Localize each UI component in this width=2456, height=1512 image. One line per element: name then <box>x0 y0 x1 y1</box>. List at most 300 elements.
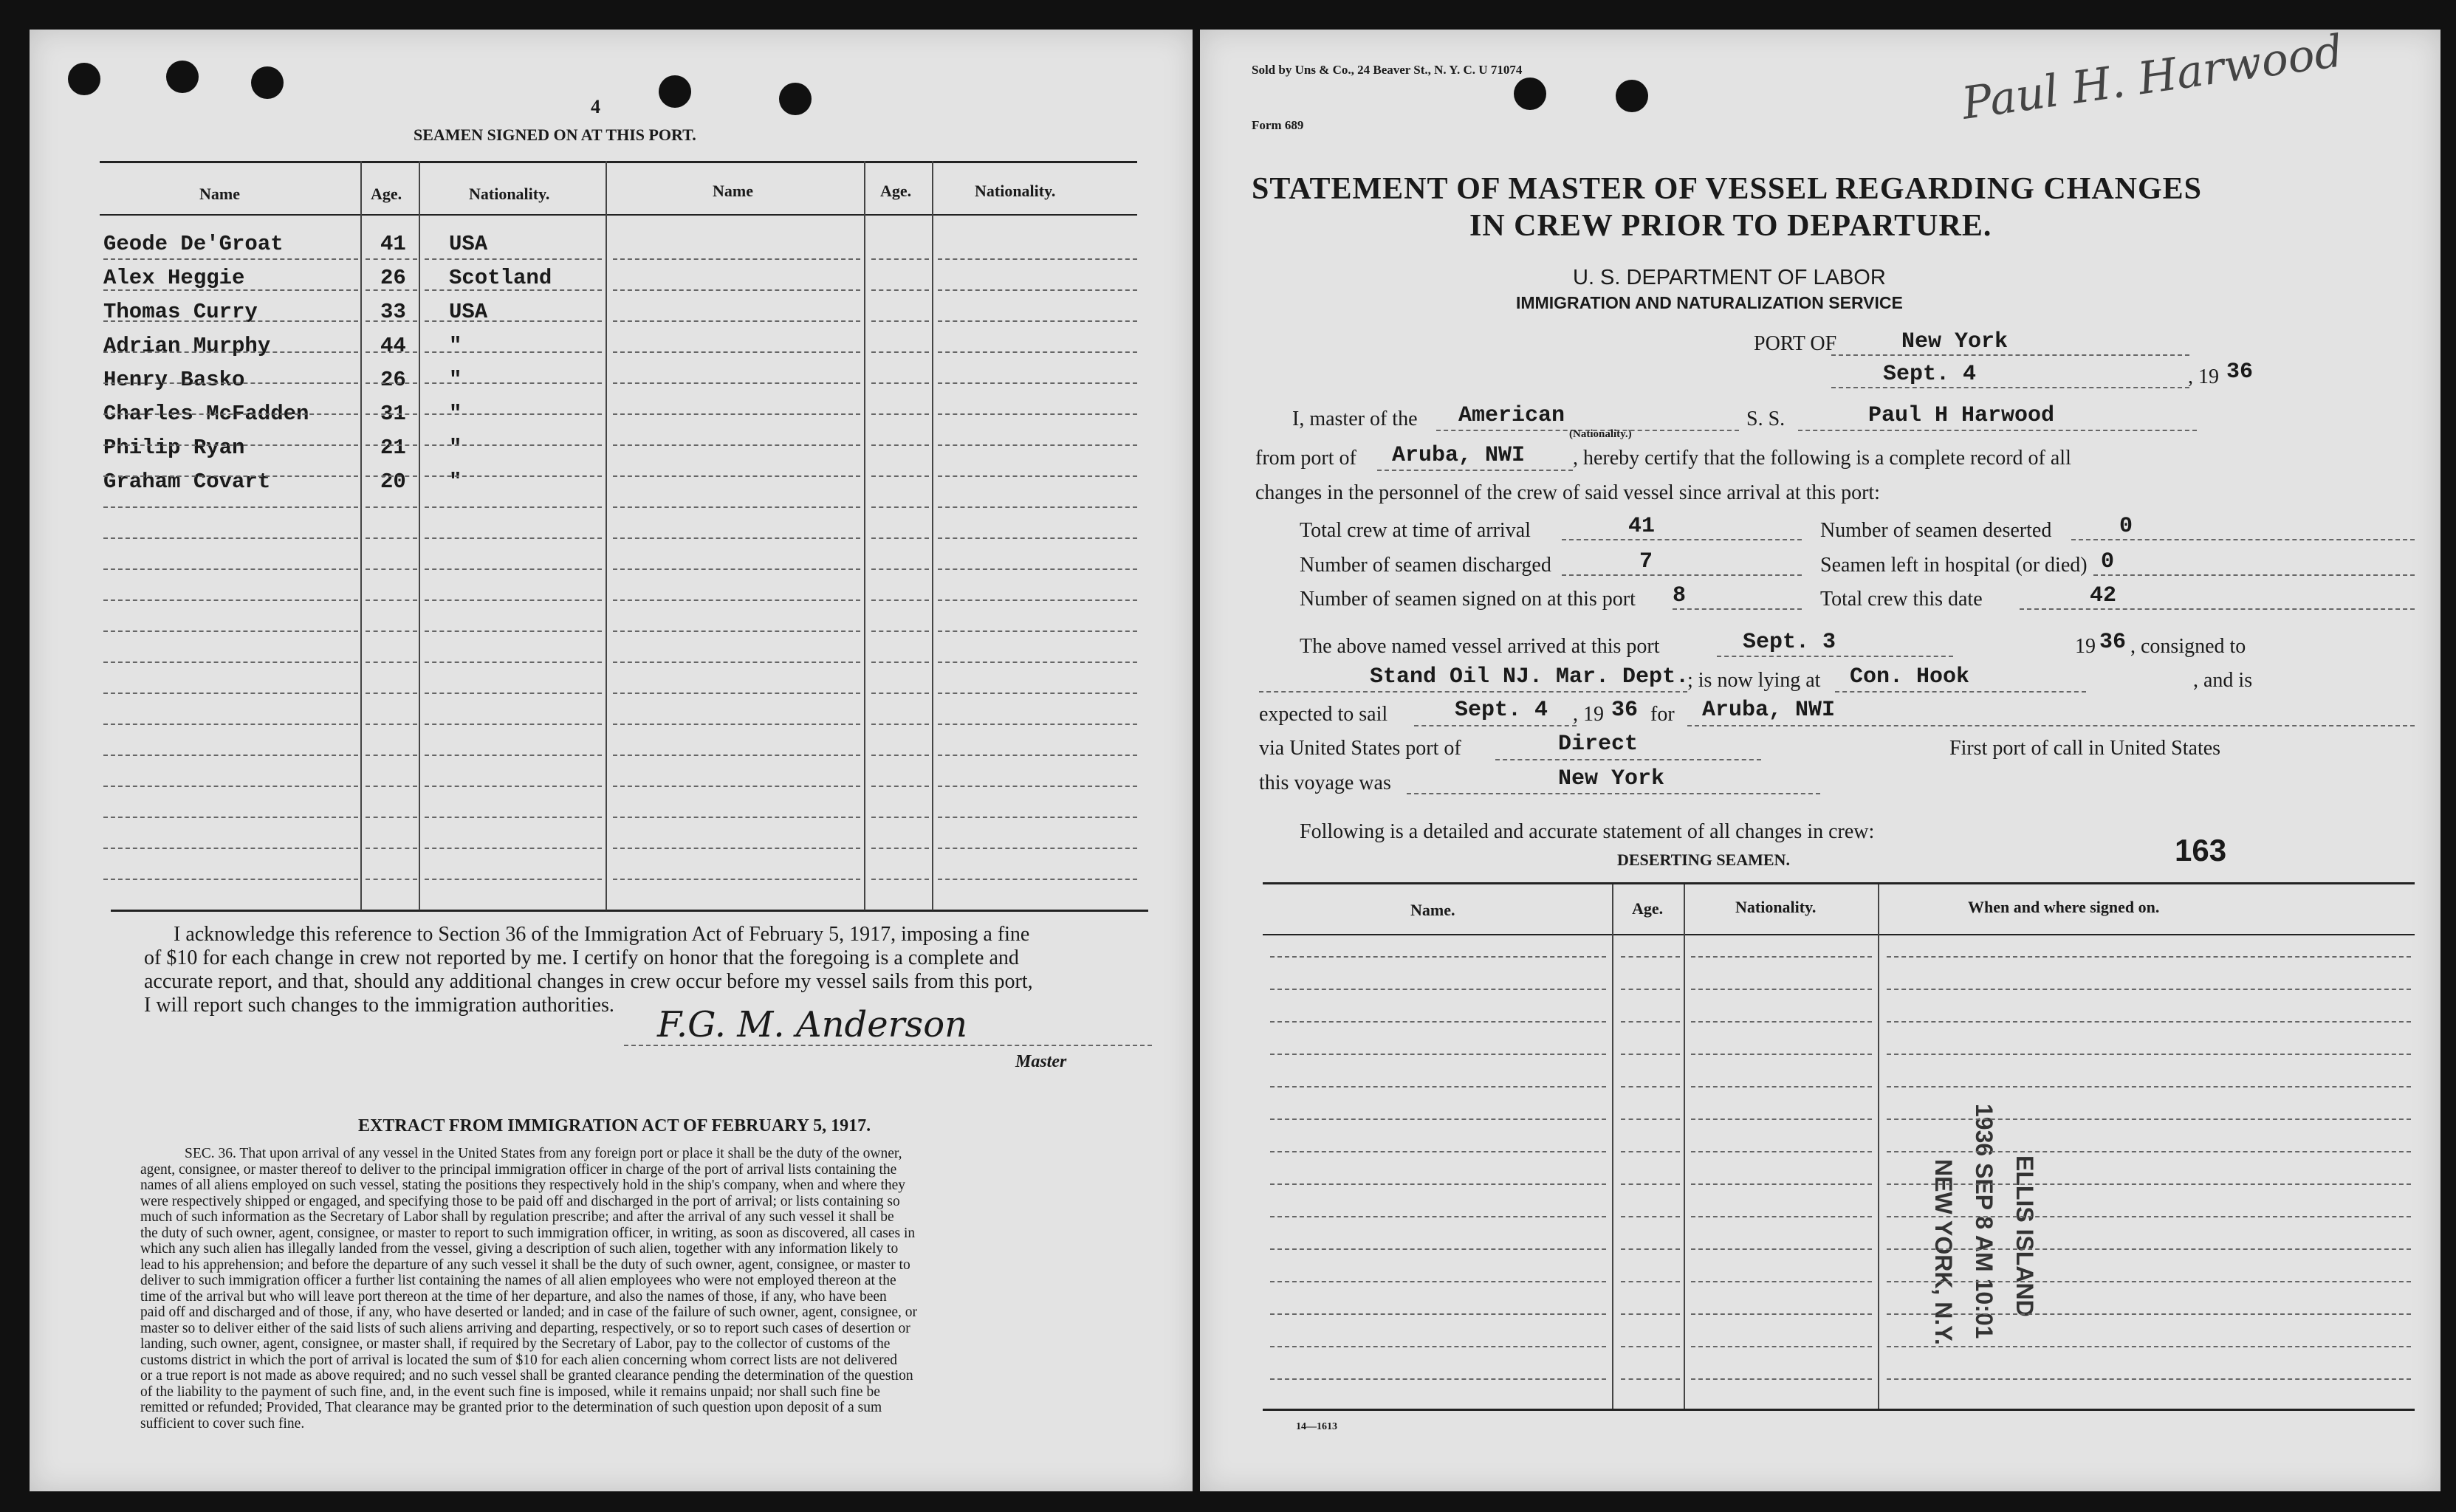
desert-row-line <box>1887 1313 2411 1315</box>
extract-line: paid off and discharged and of those, if any, who have deserted or landed; and in case of the failure of such owner, agent, consignee, or <box>140 1305 918 1320</box>
document-number: 163 <box>2175 833 2227 867</box>
seaman-name: Geode De'Groat <box>103 232 284 256</box>
row-line <box>366 382 417 384</box>
column-divider <box>1878 884 1879 1409</box>
extract-line: much of such information as the Secretary of Labor shall by regulation prescribe; and after the arrival of any such vessel it shall be <box>140 1209 894 1225</box>
column-divider <box>419 161 420 910</box>
total-crew-arrival-label: Total crew at time of arrival <box>1300 519 1531 542</box>
row-line <box>938 755 1137 756</box>
seaman-nat: " <box>449 436 462 460</box>
row-line <box>938 444 1137 446</box>
row-line <box>613 630 860 632</box>
seaman-name: Graham Covart <box>103 470 271 494</box>
extract-title: EXTRACT FROM IMMIGRATION ACT OF FEBRUARY 5, 1917. <box>358 1116 871 1135</box>
row-line <box>366 351 417 353</box>
row-line <box>366 848 417 849</box>
signed-on-label: Number of seamen signed on at this port <box>1300 588 1636 611</box>
desert-row-line <box>1887 1086 2411 1087</box>
seller-imprint: Sold by Uns & Co., 24 Beaver St., N. Y. C. U 71074 <box>1252 63 1523 77</box>
total-crew-arrival-value: 41 <box>1628 514 1656 539</box>
arrived-line <box>1717 656 1953 657</box>
date-line <box>1831 387 2189 388</box>
desert-col-age: Age. <box>1632 899 1664 918</box>
col-header-age-2: Age. <box>880 182 912 200</box>
row-line <box>103 258 358 260</box>
row-line <box>103 724 358 725</box>
master-signature: F.G. M. Anderson <box>657 1004 967 1045</box>
stamp-ellis-island: ELLIS ISLAND <box>2011 1155 2038 1317</box>
desert-row-line <box>1621 1216 1680 1217</box>
ack-line: of $10 for each change in crew not reported by me. I certify on honor that the foregoing is a complete and <box>144 946 1019 969</box>
desert-row-line <box>1691 1118 1872 1120</box>
desert-row-line <box>1270 956 1606 958</box>
row-line <box>366 537 417 539</box>
desert-row-line <box>1621 1086 1680 1087</box>
row-line <box>938 475 1137 477</box>
row-line <box>871 662 929 663</box>
nationality-caption: (Nationality.) <box>1569 428 1632 440</box>
desert-row-line <box>1887 1346 2411 1347</box>
extract-line: of the liability to the payment of such fine, and, in the event such fine is imposed, while it remains unpaid; nor shall such fine be <box>140 1384 880 1400</box>
desert-row-line <box>1270 1346 1606 1347</box>
via-line <box>1495 759 1761 760</box>
count-line <box>2093 574 2415 576</box>
row-line <box>103 599 358 601</box>
row-line <box>425 630 602 632</box>
stamp-date: 1936 SEP 8 AM 10:01 <box>1971 1104 1997 1339</box>
count-line <box>1673 608 1802 610</box>
desert-col-name: Name. <box>1410 901 1455 919</box>
arrived-label: The above named vessel arrived at this port <box>1300 635 1660 658</box>
total-now-value: 42 <box>2090 583 2117 608</box>
seaman-age: 26 <box>380 266 406 290</box>
desert-row-line <box>1270 1281 1606 1282</box>
row-line <box>938 879 1137 880</box>
row-line <box>425 444 602 446</box>
acknowledgement <box>144 923 1178 1017</box>
extract-line: or a true report is not made as above required; and no such vessel shall be granted clearance pending the determination of the question <box>140 1368 913 1384</box>
signature-line <box>624 1045 1152 1046</box>
ack-line: I will report such changes to the immigration authorities. <box>144 994 614 1017</box>
count-line <box>2071 539 2415 540</box>
row-line <box>613 289 860 291</box>
ack-line: I acknowledge this reference to Section 36 of the Immigration Act of February 5, 1917, imposing a fine <box>174 923 1030 946</box>
row-line <box>938 351 1137 353</box>
seaman-nat: " <box>449 334 462 358</box>
row-line <box>613 755 860 756</box>
row-line <box>938 506 1137 508</box>
row-line <box>366 475 417 477</box>
row-line <box>366 320 417 322</box>
desert-col-nationality: Nationality. <box>1735 898 1817 916</box>
desert-row-line <box>1887 989 2411 990</box>
desert-row-line <box>1887 1118 2411 1120</box>
seaman-nat: " <box>449 402 462 426</box>
count-line <box>1562 574 1802 576</box>
row-line <box>103 630 358 632</box>
seaman-age: 21 <box>380 436 406 460</box>
punch-hole <box>1514 78 1546 110</box>
desert-table-top <box>1263 882 2415 884</box>
row-line <box>871 879 929 880</box>
row-line <box>613 537 860 539</box>
row-line <box>613 444 860 446</box>
row-line <box>425 475 602 477</box>
seaman-age: 31 <box>380 402 406 426</box>
desert-row-line <box>1887 1183 2411 1185</box>
row-line <box>425 537 602 539</box>
row-line <box>871 258 929 260</box>
year-prefix: , 19 <box>2188 365 2219 388</box>
extract-line: customs district in which the port of arrival is located the sum of $10 for each alien concerning whom correct lists are not delivered <box>140 1352 898 1368</box>
punch-hole <box>779 83 812 115</box>
row-line <box>938 289 1137 291</box>
row-line <box>425 879 602 880</box>
row-line <box>871 599 929 601</box>
row-line <box>366 879 417 880</box>
row-line <box>871 630 929 632</box>
expected-label: expected to sail <box>1259 703 1388 726</box>
service: IMMIGRATION AND NATURALIZATION SERVICE <box>1516 293 1903 312</box>
row-line <box>103 755 358 756</box>
row-line <box>871 568 929 570</box>
punch-hole <box>251 66 284 99</box>
seaman-name: Thomas Curry <box>103 300 258 324</box>
from-port-value: Aruba, NWI <box>1392 443 1526 468</box>
row-line <box>425 289 602 291</box>
ss-label: S. S. <box>1746 408 1786 430</box>
footer-code: 14—1613 <box>1296 1421 1337 1432</box>
row-line <box>938 817 1137 818</box>
row-line <box>871 475 929 477</box>
voyage-line <box>1407 793 1820 794</box>
row-line <box>103 662 358 663</box>
desert-row-line <box>1270 1151 1606 1152</box>
for-label: for <box>1650 703 1675 726</box>
row-line <box>871 289 929 291</box>
from-port-label: from port of <box>1255 447 1356 470</box>
row-line <box>613 475 860 477</box>
desert-row-line <box>1621 1313 1680 1315</box>
extract-line: landing, such owner, agent, consignee, or master shall, if required by the Secretary of Labor, pay to the collector of customs of the <box>140 1336 891 1352</box>
row-line <box>425 258 602 260</box>
row-line <box>613 382 860 384</box>
seaman-name: Adrian Murphy <box>103 334 271 358</box>
desert-row-line <box>1621 1248 1680 1250</box>
seaman-name: Charles McFadden <box>103 402 309 426</box>
desert-row-line <box>1621 989 1680 990</box>
row-line <box>425 724 602 725</box>
seaman-age: 44 <box>380 334 406 358</box>
extract-line: remitted or refunded; Provided, That clearance may be granted prior to the determination of such question upon deposit of a sum <box>140 1400 882 1415</box>
col-header-age: Age. <box>371 185 402 203</box>
column-divider <box>932 161 933 910</box>
year-value: 36 <box>2226 360 2254 385</box>
row-line <box>366 630 417 632</box>
row-line <box>613 786 860 787</box>
consigned-label: , consigned to <box>2130 635 2246 658</box>
hospital-label: Seamen left in hospital (or died) <box>1820 554 2088 577</box>
row-line <box>871 724 929 725</box>
row-line <box>613 693 860 694</box>
row-line <box>938 630 1137 632</box>
desert-row-line <box>1887 1248 2411 1250</box>
row-line <box>366 506 417 508</box>
row-line <box>613 879 860 880</box>
seaman-age: 26 <box>380 368 406 392</box>
row-line <box>103 320 358 322</box>
deserting-title: DESERTING SEAMEN. <box>1617 850 1790 869</box>
row-line <box>103 537 358 539</box>
row-line <box>871 506 929 508</box>
row-line <box>425 506 602 508</box>
row-line <box>425 413 602 415</box>
desert-row-line <box>1691 1216 1872 1217</box>
row-line <box>938 693 1137 694</box>
desert-row-line <box>1691 1378 1872 1380</box>
row-line <box>871 537 929 539</box>
desert-row-line <box>1691 1151 1872 1152</box>
row-line <box>871 382 929 384</box>
row-line <box>613 413 860 415</box>
row-line <box>366 599 417 601</box>
row-line <box>366 786 417 787</box>
row-line <box>425 848 602 849</box>
form-number: Form 689 <box>1252 118 1304 132</box>
column-divider <box>864 161 865 910</box>
row-line <box>366 258 417 260</box>
seaman-nat: " <box>449 470 462 494</box>
desert-row-line <box>1270 1054 1606 1055</box>
deserted-label: Number of seamen deserted <box>1820 519 2052 542</box>
port-label: PORT OF <box>1754 332 1837 355</box>
column-divider <box>360 161 362 910</box>
row-line <box>103 568 358 570</box>
seaman-nat: USA <box>449 232 488 256</box>
arrived-year-prefix: 19 <box>2075 635 2096 658</box>
row-line <box>103 879 358 880</box>
row-line <box>103 848 358 849</box>
lying-label: ; is now lying at <box>1687 669 1821 692</box>
extract-line: agent, consignee, or master thereof to deliver to the principal immigration officer in charge of the port of arrival lists containing the <box>140 1161 897 1178</box>
row-line <box>366 817 417 818</box>
arrived-year: 36 <box>2099 630 2127 655</box>
row-line <box>103 289 358 291</box>
row-line <box>871 848 929 849</box>
extract-line: sufficient to cover such fine. <box>140 1415 305 1432</box>
row-line <box>938 599 1137 601</box>
row-line <box>613 662 860 663</box>
extract-line: master so to deliver either of the said lists of such aliens arriving and departing, respectively, or so to report such cases of desertion or <box>140 1320 910 1336</box>
row-line <box>425 568 602 570</box>
desert-row-line <box>1691 1313 1872 1315</box>
desert-row-line <box>1887 1054 2411 1055</box>
handwritten-ship-name: Paul H. Harwood <box>1958 25 2346 130</box>
punch-hole <box>659 75 691 108</box>
stamp-new-york: NEW YORK, N.Y. <box>1930 1159 1957 1345</box>
row-line <box>938 537 1137 539</box>
row-line <box>366 413 417 415</box>
master-label: Master <box>1015 1052 1067 1071</box>
row-line <box>103 413 358 415</box>
destination-value: Aruba, NWI <box>1702 698 1836 723</box>
nationality-value: American <box>1458 403 1565 428</box>
ship-line <box>1798 430 2197 431</box>
row-line <box>103 444 358 446</box>
desert-row-line <box>1621 1378 1680 1380</box>
lying-value: Con. Hook <box>1850 664 1970 690</box>
column-divider <box>1684 884 1685 1409</box>
row-line <box>103 786 358 787</box>
port-line <box>1831 354 2189 356</box>
destination-line <box>1687 725 2415 726</box>
col-header-nationality-2: Nationality. <box>975 182 1056 200</box>
desert-row-line <box>1691 1086 1872 1087</box>
seaman-name: Philip Ryan <box>103 436 245 460</box>
row-line <box>103 817 358 818</box>
total-now-label: Total crew this date <box>1820 588 1983 611</box>
desert-row-line <box>1621 1021 1680 1023</box>
row-line <box>103 475 358 477</box>
left-page <box>30 30 1193 1491</box>
desert-table-header-rule <box>1263 934 2415 935</box>
desert-row-line <box>1621 1346 1680 1347</box>
master-of-label: I, master of the <box>1292 408 1418 430</box>
expected-value: Sept. 4 <box>1455 698 1548 723</box>
row-line <box>938 568 1137 570</box>
desert-row-line <box>1887 956 2411 958</box>
date-value: Sept. 4 <box>1883 362 1977 387</box>
first-port-label: First port of call in United States <box>1949 737 2221 760</box>
seaman-age: 33 <box>380 300 406 324</box>
following-text: Following is a detailed and accurate statement of all changes in crew: <box>1300 820 1875 843</box>
desert-row-line <box>1270 989 1606 990</box>
desert-col-when-where: When and where signed on. <box>1968 898 2160 916</box>
extract-line: time of the arrival but who will leave port thereon at the time of her departure, and also the names of those, if any, who have been <box>140 1288 887 1305</box>
row-line <box>366 724 417 725</box>
seaman-nat: " <box>449 368 462 392</box>
row-line <box>613 568 860 570</box>
desert-row-line <box>1691 1248 1872 1250</box>
row-line <box>938 662 1137 663</box>
extract-line: SEC. 36. That upon arrival of any vessel in the United States from any foreign port or place it shall be the duty of the owner, <box>185 1146 902 1161</box>
row-line <box>871 351 929 353</box>
extract-line: the duty of such owner, agent, consignee, or master to report to such immigration officer, in writing, as soon as discovered, all cases in <box>140 1225 916 1241</box>
table-header-rule <box>100 214 1137 216</box>
desert-row-line <box>1691 1346 1872 1347</box>
desert-row-line <box>1691 1183 1872 1185</box>
page-number: 4 <box>591 96 600 117</box>
row-line <box>103 506 358 508</box>
port-value: New York <box>1901 329 2009 354</box>
row-line <box>613 258 860 260</box>
row-line <box>425 382 602 384</box>
lying-line <box>1835 691 2086 693</box>
row-line <box>613 320 860 322</box>
expected-year: 36 <box>1611 698 1639 723</box>
seaman-name: Alex Heggie <box>103 266 245 290</box>
row-line <box>613 724 860 725</box>
extract-line: names of all aliens employed on such vessel, stating the positions they respectively hold in the ship's company, when and where they <box>140 1178 906 1193</box>
row-line <box>425 599 602 601</box>
changes-text: changes in the personnel of the crew of said vessel since arrival at this port: <box>1255 481 1880 504</box>
extract-line: were respectively shipped or engaged, and specifying those to be paid off and discharged in the port of arrival; or lists containing so <box>140 1193 900 1209</box>
row-line <box>871 755 929 756</box>
desert-row-line <box>1887 1378 2411 1380</box>
desert-row-line <box>1270 1248 1606 1250</box>
row-line <box>425 662 602 663</box>
signed-on-value: 8 <box>1673 583 1687 608</box>
col-header-nationality: Nationality. <box>469 185 550 203</box>
desert-row-line <box>1691 1281 1872 1282</box>
desert-row-line <box>1621 1151 1680 1152</box>
column-divider <box>606 161 607 910</box>
desert-row-line <box>1621 1281 1680 1282</box>
desert-row-line <box>1887 1021 2411 1023</box>
row-line <box>938 382 1137 384</box>
row-line <box>366 289 417 291</box>
desert-row-line <box>1621 1054 1680 1055</box>
row-line <box>613 506 860 508</box>
desert-row-line <box>1691 989 1872 990</box>
extract-line: which any such alien has illegally landed from the vessel, giving a description of such alien, together with any information likely to <box>140 1241 899 1257</box>
desert-row-line <box>1270 1086 1606 1087</box>
seaman-age: 41 <box>380 232 406 256</box>
desert-row-line <box>1270 1216 1606 1217</box>
row-line <box>425 817 602 818</box>
desert-row-line <box>1887 1216 2411 1217</box>
right-page <box>1200 25 2440 1491</box>
seaman-nat: Scotland <box>449 266 552 290</box>
row-line <box>938 848 1137 849</box>
punch-hole <box>68 63 100 95</box>
table-top-rule <box>100 161 1137 163</box>
desert-row-line <box>1621 1118 1680 1120</box>
row-line <box>938 320 1137 322</box>
and-is: , and is <box>2193 669 2253 692</box>
form-title-line2: IN CREW PRIOR TO DEPARTURE. <box>1469 209 1992 243</box>
row-line <box>103 382 358 384</box>
seaman-name: Henry Basko <box>103 368 245 392</box>
row-line <box>613 848 860 849</box>
row-line <box>613 351 860 353</box>
arrived-value: Sept. 3 <box>1743 630 1836 655</box>
row-line <box>425 786 602 787</box>
desert-row-line <box>1270 1378 1606 1380</box>
deserted-value: 0 <box>2119 514 2133 539</box>
consignee-value: Stand Oil NJ. Mar. Dept. <box>1370 664 1690 690</box>
expected-line <box>1414 725 1577 726</box>
desert-row-line <box>1691 1054 1872 1055</box>
row-line <box>613 599 860 601</box>
extract-text <box>140 1146 1159 1432</box>
column-divider <box>1612 884 1613 1409</box>
row-line <box>366 755 417 756</box>
section-title: SEAMEN SIGNED ON AT THIS PORT. <box>414 126 696 144</box>
extract-line: lead to his apprehension; and before the departure of any such vessel it shall be the duty of such owner, agent, consignee, or master to <box>140 1257 910 1273</box>
table-bottom-rule <box>111 910 1148 912</box>
discharged-label: Number of seamen discharged <box>1300 554 1551 577</box>
desert-row-line <box>1270 1313 1606 1315</box>
row-line <box>425 693 602 694</box>
row-line <box>871 444 929 446</box>
desert-row-line <box>1691 956 1872 958</box>
department: U. S. DEPARTMENT OF LABOR <box>1573 266 1886 289</box>
col-header-name-2: Name <box>713 182 753 200</box>
row-line <box>938 258 1137 260</box>
ship-name-value: Paul H Harwood <box>1868 403 2055 428</box>
desert-row-line <box>1887 1281 2411 1282</box>
